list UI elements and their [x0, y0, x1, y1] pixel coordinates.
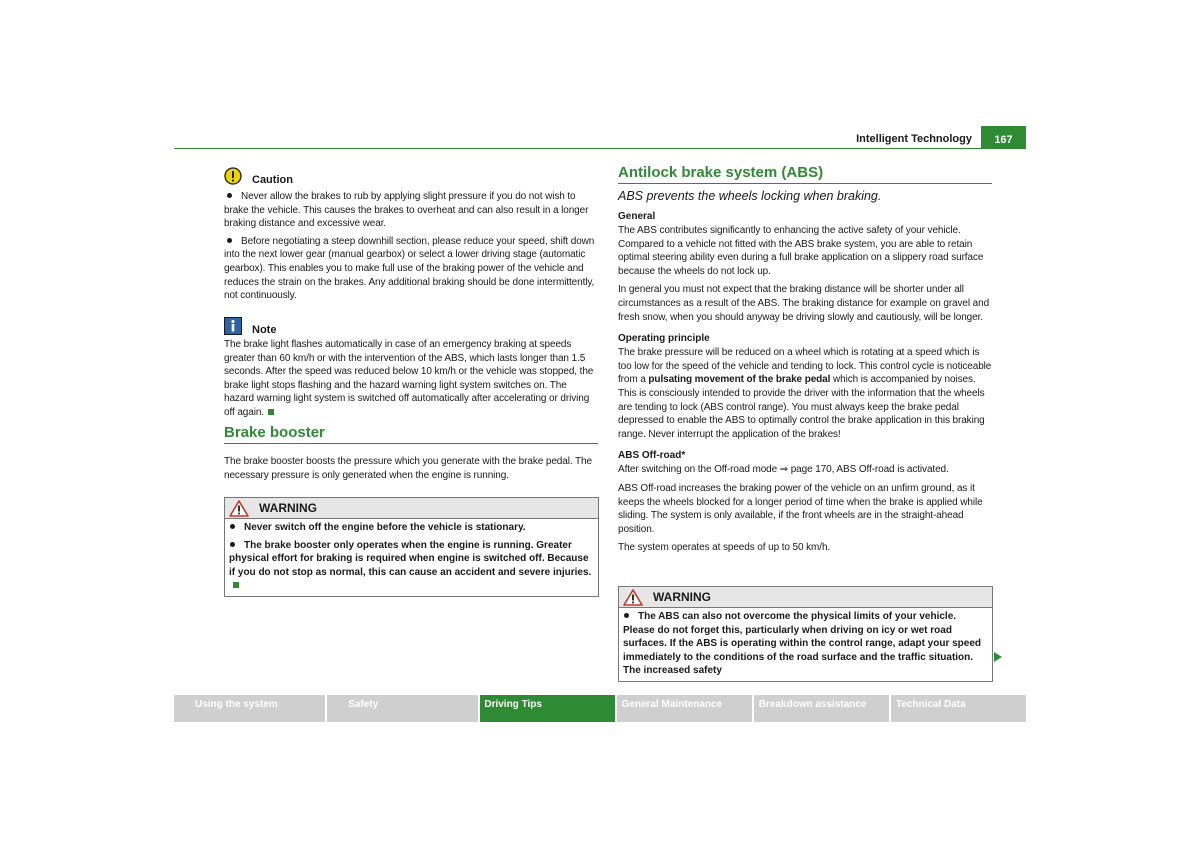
nav-tab-breakdown-assistance[interactable]: Breakdown assistance	[754, 695, 889, 722]
abs-warning-box	[618, 586, 993, 682]
warning-title: WARNING	[653, 590, 711, 604]
offroad-paragraph: The system operates at speeds of up to 50 km/h.	[618, 542, 831, 554]
caution-header	[224, 166, 598, 186]
offroad-heading: ABS Off-road*	[618, 450, 686, 462]
operating-heading: Operating principle	[618, 333, 710, 345]
nav-tab-driving-tips[interactable]: Driving Tips	[480, 695, 614, 722]
warning-item: Never switch off the engine before the vehicle is stationary.	[229, 521, 594, 535]
offroad-paragraph: After switching on the Off-road mode ⇒ page 170, ABS Off-road is activated.	[618, 464, 949, 476]
brake-booster-section	[224, 424, 598, 482]
note-header	[224, 316, 598, 336]
brake-booster-text: The brake booster boosts the pressure which you generate with the brake pedal. The necessary pressure is only generated when the engine is running.	[224, 456, 592, 481]
nav-tab-general-maintenance[interactable]: General Maintenance	[617, 695, 752, 722]
note-block	[224, 316, 598, 420]
warning-triangle-icon	[229, 500, 249, 517]
nav-tab-technical-data[interactable]: Technical Data	[891, 695, 1026, 722]
section-heading: Antilock brake system (ABS)	[618, 164, 824, 181]
chapter-nav	[174, 695, 1026, 722]
bullet-icon	[227, 193, 232, 198]
info-icon	[224, 317, 242, 335]
warning-item: The ABS can also not overcome the physical limits of your vehicle. Please do not forget this, particularly when driving on icy or wet road surfaces. If the ABS is operating within the control range, adapt your speed immediately to the conditions of the road surface and the traffic situation. The increased safety	[623, 611, 982, 677]
general-heading: General	[618, 211, 656, 222]
caution-title: Caution	[252, 174, 293, 186]
end-marker-icon	[233, 582, 239, 588]
operating-paragraph: The brake pressure will be reduced on a wheel which is rotating at a speed which is too low for the speed of the vehicle and tending to lock. This control cycle is noticeable from a pulsating movement of the brake pedal which is accompanied by noises. This is consciously intended to provide the driver with the information that the wheels are tending to lock (ABS control range). You must always keep the brake pedal depressed to enable the ABS to optimally control the brake application in this braking range. Never interrupt the application of the brakes!	[618, 347, 992, 440]
warning-body	[619, 608, 992, 681]
bullet-icon	[227, 238, 232, 243]
caution-item: Before negotiating a steep downhill section, please reduce your speed, shift down into the next lower gear (manual gearbox) or select a lower driving stage (automatic gearbox). This enables you to make full use of the braking power of the vehicle and reduces the strain on the brakes. Any additional braking should be done intermittently, not continuously.	[224, 235, 595, 302]
section-title: Intelligent Technology	[856, 133, 972, 145]
note-title: Note	[252, 324, 277, 336]
nav-tab-using-the-system[interactable]: Using the system	[174, 695, 325, 722]
bullet-icon	[624, 613, 629, 618]
continue-arrow-icon[interactable]	[993, 651, 1003, 663]
offroad-paragraph: ABS Off-road increases the braking power of the vehicle on an unfirm ground, as it keeps the wheels blocked for a longer period of time when the brake is applied while sliding. The system is only available, if the front wheels are in the straight-ahead position.	[618, 482, 983, 535]
end-marker-icon	[268, 409, 274, 415]
page-number: 167	[981, 126, 1026, 148]
caution-icon	[224, 167, 242, 185]
warning-triangle-icon	[623, 589, 643, 606]
note-text: The brake light flashes automatically in case of an emergency braking at speeds greater than 60 km/h or with the intervention of the ABS, which lasts longer than 1.5 seconds. After the speed was reduced below 10 km/h or the vehicle was stopped, the brake light stops flashing and the hazard warning light system switches on. The hazard warning light system is switched off automatically after accelerating or driving off again.	[224, 339, 594, 418]
nav-tab-safety[interactable]: Safety	[327, 695, 478, 722]
warning-header	[619, 587, 992, 608]
section-heading: Brake booster	[224, 424, 325, 441]
bullet-icon	[230, 524, 235, 529]
warning-header	[225, 498, 598, 519]
warning-item: The brake booster only operates when the engine is running. Greater physical effort for braking is required when engine is switched off. Because if you do not stop as normal, this can cause an accident and severe injuries.	[229, 539, 594, 593]
warning-body	[225, 519, 598, 596]
abs-section	[618, 164, 992, 555]
warning-box	[224, 497, 599, 597]
caution-item: Never allow the brakes to rub by applying slight pressure if you do not wish to brake the vehicle. This causes the brakes to overheat and can also result in a longer braking distance and excessive wear.	[224, 191, 589, 230]
caution-block	[224, 166, 598, 303]
header-divider	[174, 148, 1026, 149]
general-paragraph: In general you must not expect that the braking distance will be shorter under all circumstances as a result of the ABS. The braking distance for example on gravel and fresh snow, when you should anyway be driving slowly and cautiously, will be longer.	[618, 284, 990, 323]
general-paragraph: The ABS contributes significantly to enhancing the active safety of your vehicle. Compared to a vehicle not fitted with the ABS brake system, you are able to retain optimal steering ability even during a full brake application on a slippery road surface because the wheels do not lock up.	[618, 225, 984, 277]
bullet-icon	[230, 542, 235, 547]
heading-rule	[618, 183, 992, 184]
section-subheading: ABS prevents the wheels locking when braking.	[618, 189, 882, 203]
warning-title: WARNING	[259, 501, 317, 515]
heading-rule	[224, 443, 598, 444]
